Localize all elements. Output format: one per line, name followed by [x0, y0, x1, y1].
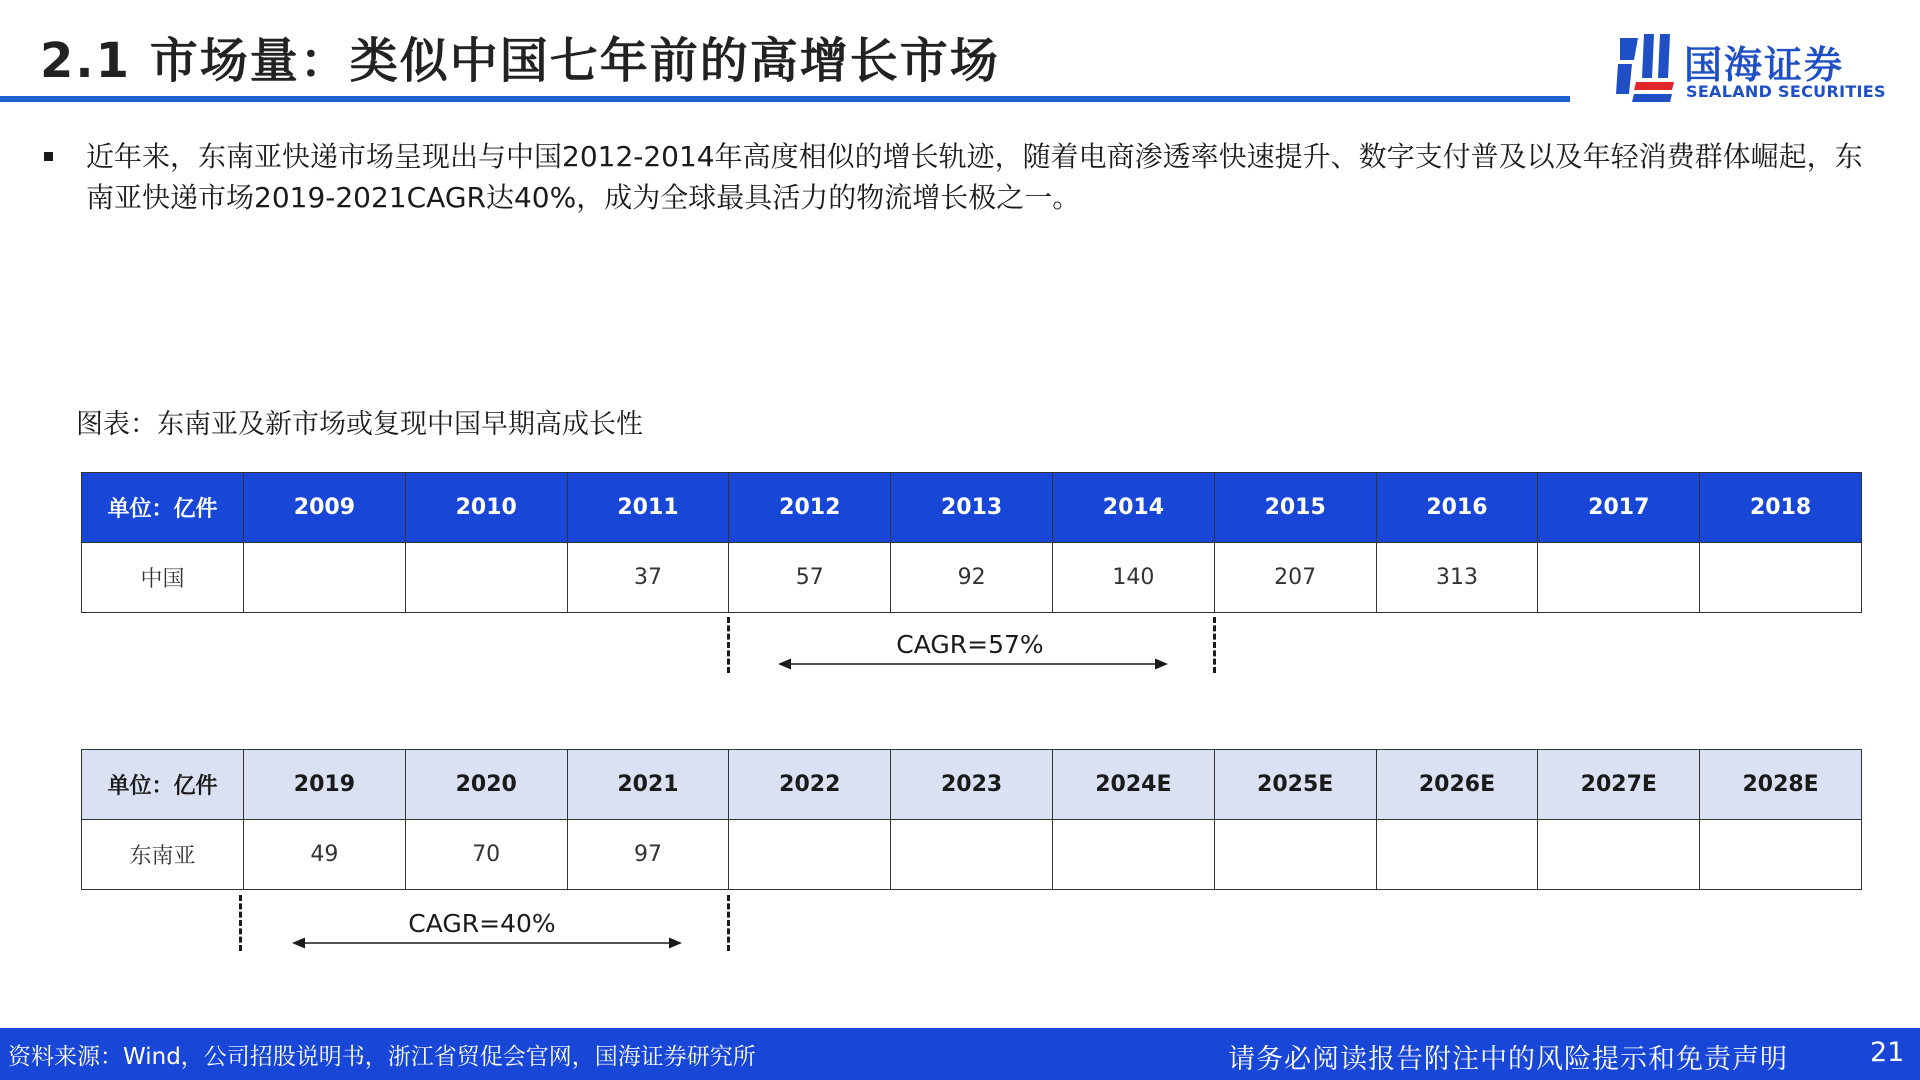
year-header: 2011	[567, 473, 729, 543]
year-header: 2009	[244, 473, 406, 543]
table-cell: 70	[405, 820, 567, 890]
table-cell	[1538, 543, 1700, 613]
table-header-row	[82, 750, 1862, 820]
year-header: 2018	[1700, 473, 1862, 543]
year-header: 2020	[405, 750, 567, 820]
table-cell: 207	[1214, 543, 1376, 613]
source-note: 资料来源：Wind，公司招股说明书，浙江省贸促会官网，国海证券研究所	[8, 1044, 756, 1070]
table-cell	[1700, 820, 1862, 890]
year-header: 2027E	[1538, 750, 1700, 820]
table-cell	[729, 820, 891, 890]
table-cell: 49	[244, 820, 406, 890]
year-header: 2023	[891, 750, 1053, 820]
unit-label: 单位：亿件	[82, 473, 244, 543]
range-double-arrow-icon	[778, 657, 1168, 671]
table-cell	[891, 820, 1053, 890]
page-title: 2.1 市场量：类似中国七年前的高增长市场	[40, 33, 1000, 89]
table-cell	[1700, 543, 1862, 613]
row-label: 东南亚	[82, 820, 244, 890]
intro-paragraph: 近年来，东南亚快递市场呈现出与中国2012-2014年高度相似的增长轨迹，随着电商渗透率快速提升、数字支付普及以及年轻消费群体崛起，东南亚快递市场2019-2021CAGR达40%，成为全球最具活力的物流增长极之一。	[86, 140, 1863, 214]
sea-volume-table	[81, 749, 1862, 890]
company-logo	[1614, 30, 1884, 104]
logo-name-en: SEALAND SECURITIES	[1686, 82, 1886, 101]
table-cell: 92	[891, 543, 1053, 613]
table-cell	[244, 543, 406, 613]
china-cagr-label: CAGR=57%	[896, 630, 1044, 659]
table-cell: 37	[567, 543, 729, 613]
range-start-marker	[727, 617, 730, 673]
year-header: 2021	[567, 750, 729, 820]
year-header: 2014	[1052, 473, 1214, 543]
range-end-marker	[727, 895, 730, 951]
year-header: 2017	[1538, 473, 1700, 543]
year-header: 2025E	[1214, 750, 1376, 820]
table-cell	[1052, 820, 1214, 890]
table-cell	[1214, 820, 1376, 890]
year-header: 2026E	[1376, 750, 1538, 820]
bullet-icon	[44, 152, 53, 161]
year-header: 2028E	[1700, 750, 1862, 820]
figure-caption: 图表：东南亚及新市场或复现中国早期高成长性	[76, 409, 643, 440]
table-cell: 140	[1052, 543, 1214, 613]
range-start-marker	[239, 895, 242, 951]
table-cell	[1376, 820, 1538, 890]
table-row	[82, 820, 1862, 890]
table-cell: 313	[1376, 543, 1538, 613]
range-end-marker	[1213, 617, 1216, 673]
table-cell	[1538, 820, 1700, 890]
sea-cagr-label: CAGR=40%	[408, 909, 556, 938]
title-divider	[0, 96, 1570, 102]
page-number: 21	[1870, 1037, 1905, 1068]
year-header: 2019	[244, 750, 406, 820]
unit-label: 单位：亿件	[82, 750, 244, 820]
sealand-logo-icon	[1614, 30, 1676, 104]
disclaimer: 请务必阅读报告附注中的风险提示和免责声明	[1228, 1044, 1788, 1075]
table-cell: 97	[567, 820, 729, 890]
table-cell: 57	[729, 543, 891, 613]
row-label: 中国	[82, 543, 244, 613]
table-header-row	[82, 473, 1862, 543]
year-header: 2012	[729, 473, 891, 543]
year-header: 2013	[891, 473, 1053, 543]
range-double-arrow-icon	[292, 936, 682, 950]
footer-bar	[0, 1028, 1920, 1080]
table-row	[82, 543, 1862, 613]
year-header: 2015	[1214, 473, 1376, 543]
table-cell	[405, 543, 567, 613]
year-header: 2024E	[1052, 750, 1214, 820]
year-header: 2016	[1376, 473, 1538, 543]
china-volume-table	[81, 472, 1862, 613]
logo-name-cn: 国海证券	[1684, 43, 1845, 87]
year-header: 2022	[729, 750, 891, 820]
year-header: 2010	[405, 473, 567, 543]
